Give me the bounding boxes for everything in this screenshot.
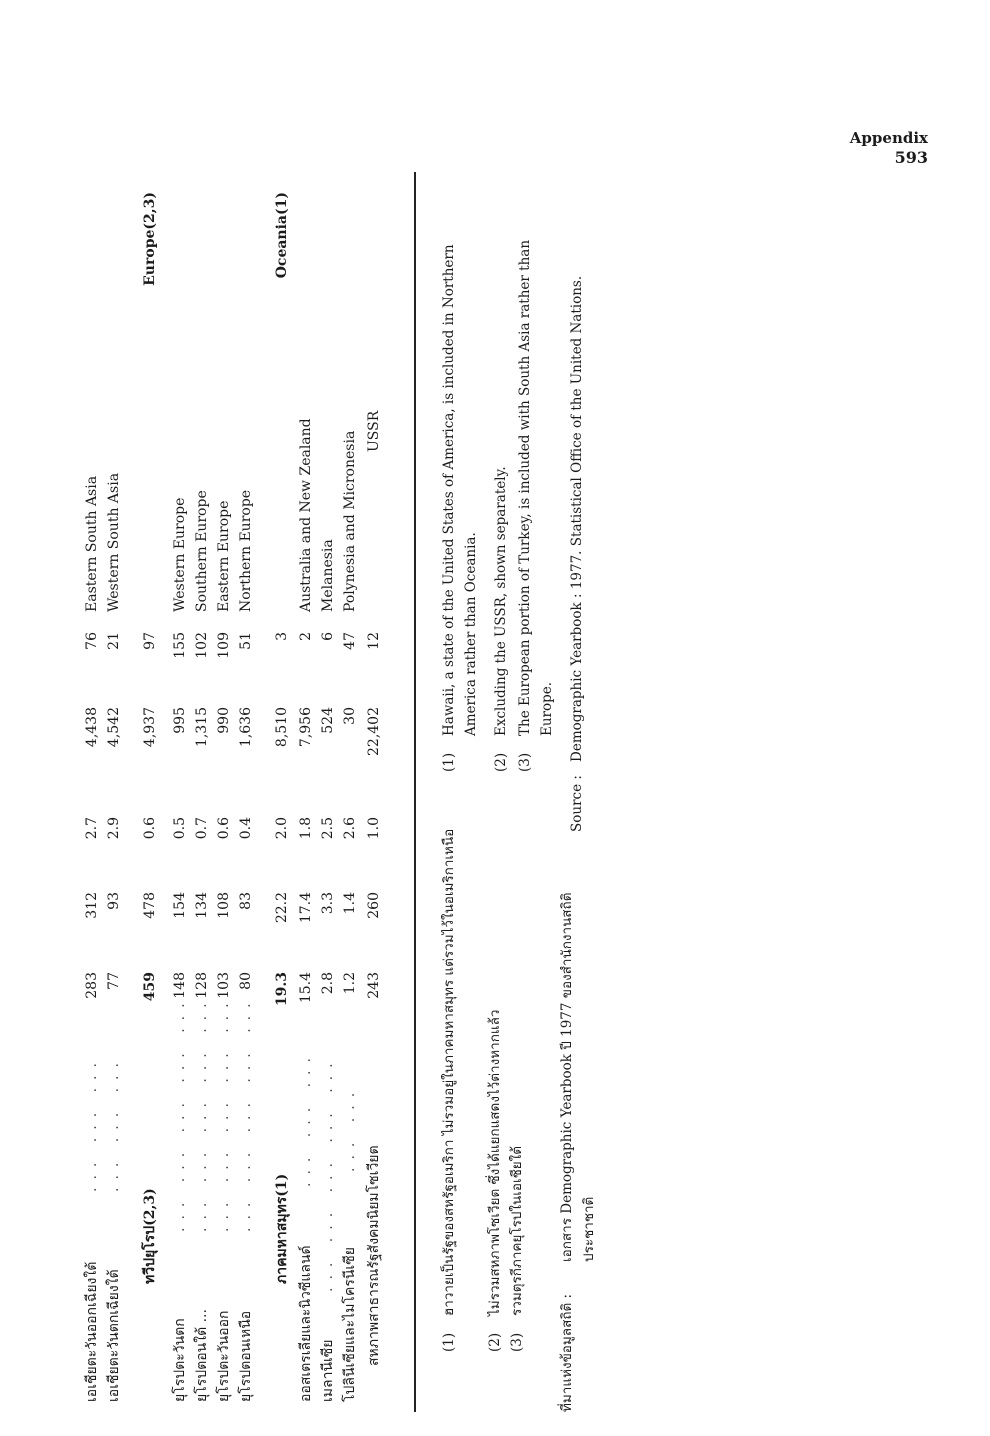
value-3: 2.9 <box>106 817 122 840</box>
value-5: 76 <box>84 632 100 650</box>
value-4: 4,937 <box>142 707 158 748</box>
page-header <box>850 128 928 168</box>
table-row <box>102 172 126 1412</box>
leader-dots: ... ... ... ... ... <box>194 995 210 1232</box>
value-3: 2.7 <box>84 817 100 840</box>
value-5: 6 <box>320 632 336 641</box>
value-5: 12 <box>366 632 382 650</box>
value-2: 17.4 <box>298 892 314 924</box>
thai-label: ยุโรปตะวันออก <box>216 1310 232 1402</box>
value-5: 3 <box>274 632 290 641</box>
footnote-th <box>506 792 532 1352</box>
thai-label: เอเชียตะวันออกเฉียงใต้ <box>84 1261 100 1402</box>
source-en <box>566 172 618 832</box>
table-row <box>362 172 386 1412</box>
english-label: Melanesia <box>320 539 336 612</box>
table-divider <box>414 172 416 1412</box>
english-heading: Europe(2,3) <box>142 192 158 286</box>
source-text: เอกสาร Demographic Yearbook ปี 1977 ของสำนักงานสถิติประชาชาติ <box>559 892 597 1262</box>
footnote-text: ไม่รวมสหภาพโซเวียต ซึ่งได้แยกแสดงไว้ต่างหากแล้ว <box>487 1009 503 1316</box>
value-3: 0.5 <box>172 817 188 840</box>
thai-label: เมลานีเซีย <box>320 1339 336 1402</box>
page-number: 593 <box>894 148 928 167</box>
source-text: Demographic Yearbook : 1977. Statistical Office of the United Nations. <box>569 275 585 762</box>
value-5: 97 <box>142 632 158 650</box>
value-1: 243 <box>366 972 382 999</box>
footnote-mark: (3) <box>517 752 533 772</box>
value-2: 312 <box>84 892 100 919</box>
footnote-mark: (1) <box>441 752 457 772</box>
thai-label: ออสเตรเลียและนิวซีแลนด์ <box>298 1245 314 1402</box>
value-5: 47 <box>342 632 358 650</box>
value-5: 102 <box>194 632 210 659</box>
value-4: 4,438 <box>84 707 100 748</box>
value-3: 2.0 <box>274 817 290 840</box>
thai-label: ยุโรปตอนเหนือ <box>238 1310 254 1402</box>
value-5: 2 <box>298 632 314 641</box>
thai-label: โปลินีเซียและไมโครนีเซีย <box>342 1247 358 1402</box>
footnote-mark: (1) <box>441 1332 457 1352</box>
value-5: 51 <box>238 632 254 650</box>
footnote-en <box>438 172 490 772</box>
value-3: 0.7 <box>194 817 210 840</box>
value-1: 77 <box>106 972 122 990</box>
table-row <box>234 172 258 1412</box>
english-label: Western Europe <box>172 497 188 612</box>
value-2: 478 <box>142 892 158 919</box>
value-2: 83 <box>238 892 254 910</box>
footnote-th <box>438 792 490 1352</box>
footnote-mark: (2) <box>487 1332 503 1352</box>
value-1: 15.4 <box>298 972 314 1004</box>
table-row <box>138 172 162 1412</box>
value-2: 154 <box>172 892 188 919</box>
value-1: 2.8 <box>320 972 336 995</box>
leader-dots: ... ... ... <box>298 1050 314 1187</box>
value-1: 80 <box>238 972 254 990</box>
value-2: 260 <box>366 892 382 919</box>
value-4: 8,510 <box>274 707 290 748</box>
thai-heading: ภาคมหาสมุทร(1) <box>274 1173 290 1284</box>
table-row <box>316 172 340 1412</box>
table-row <box>212 172 236 1412</box>
value-4: 1,315 <box>194 707 210 748</box>
english-label: Western South Asia <box>106 472 122 612</box>
value-4: 4,542 <box>106 707 122 748</box>
leader-dots: ... ... ... ... ... <box>320 1055 336 1292</box>
value-1: 103 <box>216 972 232 999</box>
value-2: 22.2 <box>274 892 290 924</box>
footnote-text: The European portion of Turkey, is included with South Asia rather than Europe. <box>517 239 555 736</box>
value-5: 155 <box>172 632 188 659</box>
value-1: 128 <box>194 972 210 999</box>
value-4: 990 <box>216 707 232 734</box>
table-row <box>168 172 192 1412</box>
english-label: Eastern South Asia <box>84 475 100 612</box>
value-2: 3.3 <box>320 892 336 915</box>
value-1: 283 <box>84 972 100 999</box>
english-label: Eastern Europe <box>216 500 232 612</box>
value-3: 0.6 <box>142 817 158 840</box>
table-row <box>270 172 294 1412</box>
leader-dots: ... ... ... ... ... <box>238 995 254 1232</box>
table-row <box>80 172 104 1412</box>
table-row <box>338 172 362 1412</box>
source-th <box>556 792 608 1412</box>
value-4: 22,402 <box>366 707 382 756</box>
value-3: 2.6 <box>342 817 358 840</box>
english-label: Southern Europe <box>194 490 210 612</box>
appendix-label: Appendix <box>849 129 928 147</box>
value-5: 21 <box>106 632 122 650</box>
footnote-mark: (3) <box>509 1332 525 1352</box>
footnote-text: Hawaii, a state of the United States of America, is included in Northern America rather than Oceania. <box>441 244 479 736</box>
value-4: 7,956 <box>298 707 314 748</box>
table-row <box>190 172 214 1412</box>
english-heading: USSR <box>366 410 382 452</box>
thai-label: ยุโรปตะวันตก <box>172 1318 188 1402</box>
leader-dots: ... ... ... ... ... <box>216 995 232 1232</box>
footnote-en <box>514 172 566 772</box>
value-2: 108 <box>216 892 232 919</box>
value-4: 524 <box>320 707 336 734</box>
thai-heading: สหภาพสาธารณรัฐสังคมนิยมโซเวียต <box>366 1145 382 1366</box>
value-2: 93 <box>106 892 122 910</box>
footnote-text: รวมตุรกีภาคยุโรปในเอเชียใต้ <box>509 1145 525 1316</box>
footnote-en <box>490 172 516 772</box>
leader-dots: ... ... ... <box>106 1055 122 1192</box>
english-label: Northern Europe <box>238 489 254 612</box>
source-label: ที่มาแห่งข้อมูลสถิติ : <box>559 1293 575 1412</box>
thai-label: เอเชียตะวันตกเฉียงใต้ <box>106 1269 122 1402</box>
value-3: 1.8 <box>298 817 314 840</box>
footnote-text: ฮาวายเป็นรัฐของสหรัฐอเมริกา ไม่รวมอยู่ในภาคมหาสมุทร แต่รวมไว้ในอเมริกาเหนือ <box>441 828 457 1316</box>
footnote-mark: (2) <box>493 752 509 772</box>
value-3: 1.0 <box>366 817 382 840</box>
english-label: Australia and New Zealand <box>298 418 314 612</box>
footnote-text: Excluding the USSR, shown separately. <box>493 466 509 736</box>
thai-label: ยุโรปตอนใต้ ... <box>194 1309 210 1402</box>
table-row <box>294 172 318 1412</box>
value-1: 19.3 <box>274 972 290 1007</box>
value-1: 459 <box>142 972 158 1002</box>
source-label: Source : <box>569 775 585 832</box>
thai-heading: ทวีปยุโรป(2,3) <box>142 1188 158 1284</box>
value-1: 1.2 <box>342 972 358 995</box>
rotated-table <box>60 172 780 1412</box>
leader-dots: ... ... ... ... ... <box>172 995 188 1232</box>
value-4: 995 <box>172 707 188 734</box>
value-2: 134 <box>194 892 210 919</box>
value-3: 0.4 <box>238 817 254 840</box>
value-4: 1,636 <box>238 707 254 748</box>
leader-dots: ... ... <box>342 1084 358 1172</box>
value-5: 109 <box>216 632 232 659</box>
english-label: Polynesia and Micronesia <box>342 430 358 612</box>
leader-dots: ... ... ... <box>84 1055 100 1192</box>
value-2: 1.4 <box>342 892 358 915</box>
value-4: 30 <box>342 707 358 725</box>
value-3: 0.6 <box>216 817 232 840</box>
value-3: 2.5 <box>320 817 336 840</box>
value-1: 148 <box>172 972 188 999</box>
english-heading: Oceania(1) <box>274 192 290 279</box>
